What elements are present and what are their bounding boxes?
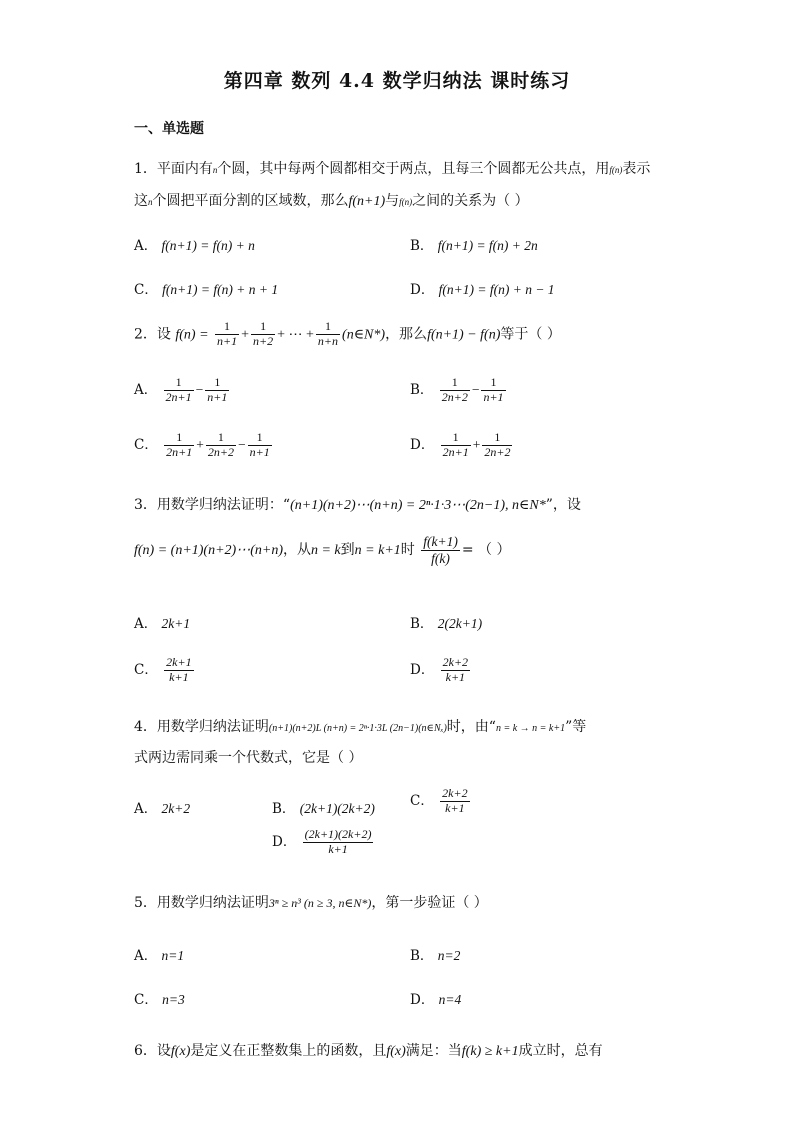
q3-option-b[interactable]: B． 2(2k+1) xyxy=(410,616,483,632)
fraction: $\frac{2k+2}{k+1}$ xyxy=(442,655,469,684)
q4-option-b[interactable]: B． (2k+1)(2k+2) xyxy=(272,801,375,817)
math-fn: f(n) xyxy=(399,197,413,207)
fraction: $\frac{2k+1}{k+1}$ xyxy=(166,655,192,684)
fraction: $\frac{1}{2n+2}$ xyxy=(207,430,234,459)
math-fn: f(n) xyxy=(609,165,623,175)
q1-text: 表示 xyxy=(622,161,651,177)
q1-text: 1．平面内有 xyxy=(134,161,213,177)
q1-text: 个圆把平面分割的区域数，那么 xyxy=(152,193,349,209)
q1-line1 xyxy=(134,158,650,178)
q3-line1: 3．用数学归纳法证明：“(n+1)(n+2)⋯(n+n) = 2ⁿ·1·3⋯(2n−1), n∈N*”，设 xyxy=(134,497,581,513)
q5-option-b[interactable]: B． n=2 xyxy=(410,948,461,964)
math-n: n xyxy=(148,197,153,207)
fraction: $\frac{1}{n+1}$ xyxy=(483,375,504,404)
q2-option-b[interactable]: B． $\frac{1}{2n+2}$ − $\frac{1}{n+1}$ xyxy=(410,375,504,404)
fraction: $\frac{1}{n+n}$ xyxy=(317,319,339,348)
q4-option-a[interactable]: A． 2k+2 xyxy=(134,801,191,817)
q4-line1: 4．用数学归纳法证明(n+1)(n+2)L (n+n) = 2ⁿ·1·3L (2n−1)(n∈Nₓ)时，由“n = k → n = k+1”等 xyxy=(134,719,587,735)
math-fn1: f(n+1) xyxy=(348,194,386,209)
fraction: $\frac{1}{n+1}$ xyxy=(217,319,238,348)
q1-option-a[interactable]: A． f(n+1) = f(n) + n xyxy=(134,238,255,254)
q5-option-a[interactable]: A． n=1 xyxy=(134,948,185,964)
q3-option-c[interactable]: C． $\frac{2k+1}{k+1}$ xyxy=(134,655,192,684)
q3-line2: f(n) = (n+1)(n+2)⋯(n+n)，从n = k到n = k+1时 $\frac{f(k+1)}{f(k)}$ = （ ） xyxy=(134,534,511,566)
page-title: 第四章 数列 4.4 数学归纳法 课时练习 xyxy=(223,70,571,92)
q1-text: 个圆，其中每两个圆都相交于两点，且每三个圆都无公共点，用 xyxy=(217,161,610,177)
q2-option-c[interactable]: C． $\frac{1}{2n+1}$ + $\frac{1}{2n+2}$ − $\frac{1}{n+1}$ xyxy=(134,430,270,459)
q1-text: 之间的关系为（ ） xyxy=(412,193,529,209)
q1-text: 这 xyxy=(134,193,148,209)
section-heading: 一、单选题 xyxy=(134,121,204,137)
fraction: $\frac{1}{n+1}$ xyxy=(249,430,270,459)
q1-option-c[interactable]: C． f(n+1) = f(n) + n + 1 xyxy=(134,282,279,298)
q4-option-d[interactable]: D． $\frac{(2k+1)(2k+2)}{k+1}$ xyxy=(272,827,372,856)
q3-option-a[interactable]: A． 2k+1 xyxy=(134,616,191,632)
fraction: $\frac{1}{2n+2}$ xyxy=(441,375,468,404)
q5-option-c[interactable]: C． n=3 xyxy=(134,992,185,1008)
fraction: $\frac{1}{2n+1}$ xyxy=(165,375,192,404)
q2-option-a[interactable]: A． $\frac{1}{2n+1}$ − $\frac{1}{n+1}$ xyxy=(134,375,228,404)
fraction: $\frac{2k+2}{k+1}$ xyxy=(442,786,468,815)
q6-line: 6．设f(x)是定义在正整数集上的函数，且f(x)满足：当f(k) ≥ k+1成立时，总有 xyxy=(134,1043,603,1059)
q1-option-b[interactable]: B． f(n+1) = f(n) + 2n xyxy=(410,238,538,254)
q1-line2 xyxy=(134,190,529,210)
q4-option-c[interactable]: C． $\frac{2k+2}{k+1}$ xyxy=(410,786,468,815)
q2-option-d[interactable]: D． $\frac{1}{2n+1}$ + $\frac{1}{2n+2}$ xyxy=(410,430,511,459)
q4-line2: 式两边需同乘一个代数式，它是（ ） xyxy=(134,750,363,766)
q1-option-d[interactable]: D． f(n+1) = f(n) + n − 1 xyxy=(410,282,555,298)
fraction: $\frac{(2k+1)(2k+2)}{k+1}$ xyxy=(304,827,372,856)
q5-option-d[interactable]: D． n=4 xyxy=(410,992,462,1008)
fraction: $\frac{1}{n+1}$ xyxy=(207,375,228,404)
q1-text: 与 xyxy=(385,193,400,209)
q3-option-d[interactable]: D． $\frac{2k+2}{k+1}$ xyxy=(410,655,469,684)
fraction: $\frac{1}{2n+2}$ xyxy=(484,430,511,459)
fraction: $\frac{f(k+1)}{f(k)}$ xyxy=(423,534,458,566)
fraction: $\frac{1}{n+2}$ xyxy=(253,319,274,348)
q2-line: 2．设 f(n) = $\frac{1}{n+1}$ + $\frac{1}{n+2}$ + ⋯ + $\frac{1}{n+n}$ (n∈N*)，那么f(n+1) − f(n)等于（ ） xyxy=(134,319,561,348)
q5-line: 5．用数学归纳法证明3ⁿ ≥ n³ (n ≥ 3, n∈N*)，第一步验证（ ） xyxy=(134,895,488,911)
fraction: $\frac{1}{2n+1}$ xyxy=(442,430,469,459)
math-n: n xyxy=(212,165,218,175)
fraction: $\frac{1}{2n+1}$ xyxy=(166,430,193,459)
